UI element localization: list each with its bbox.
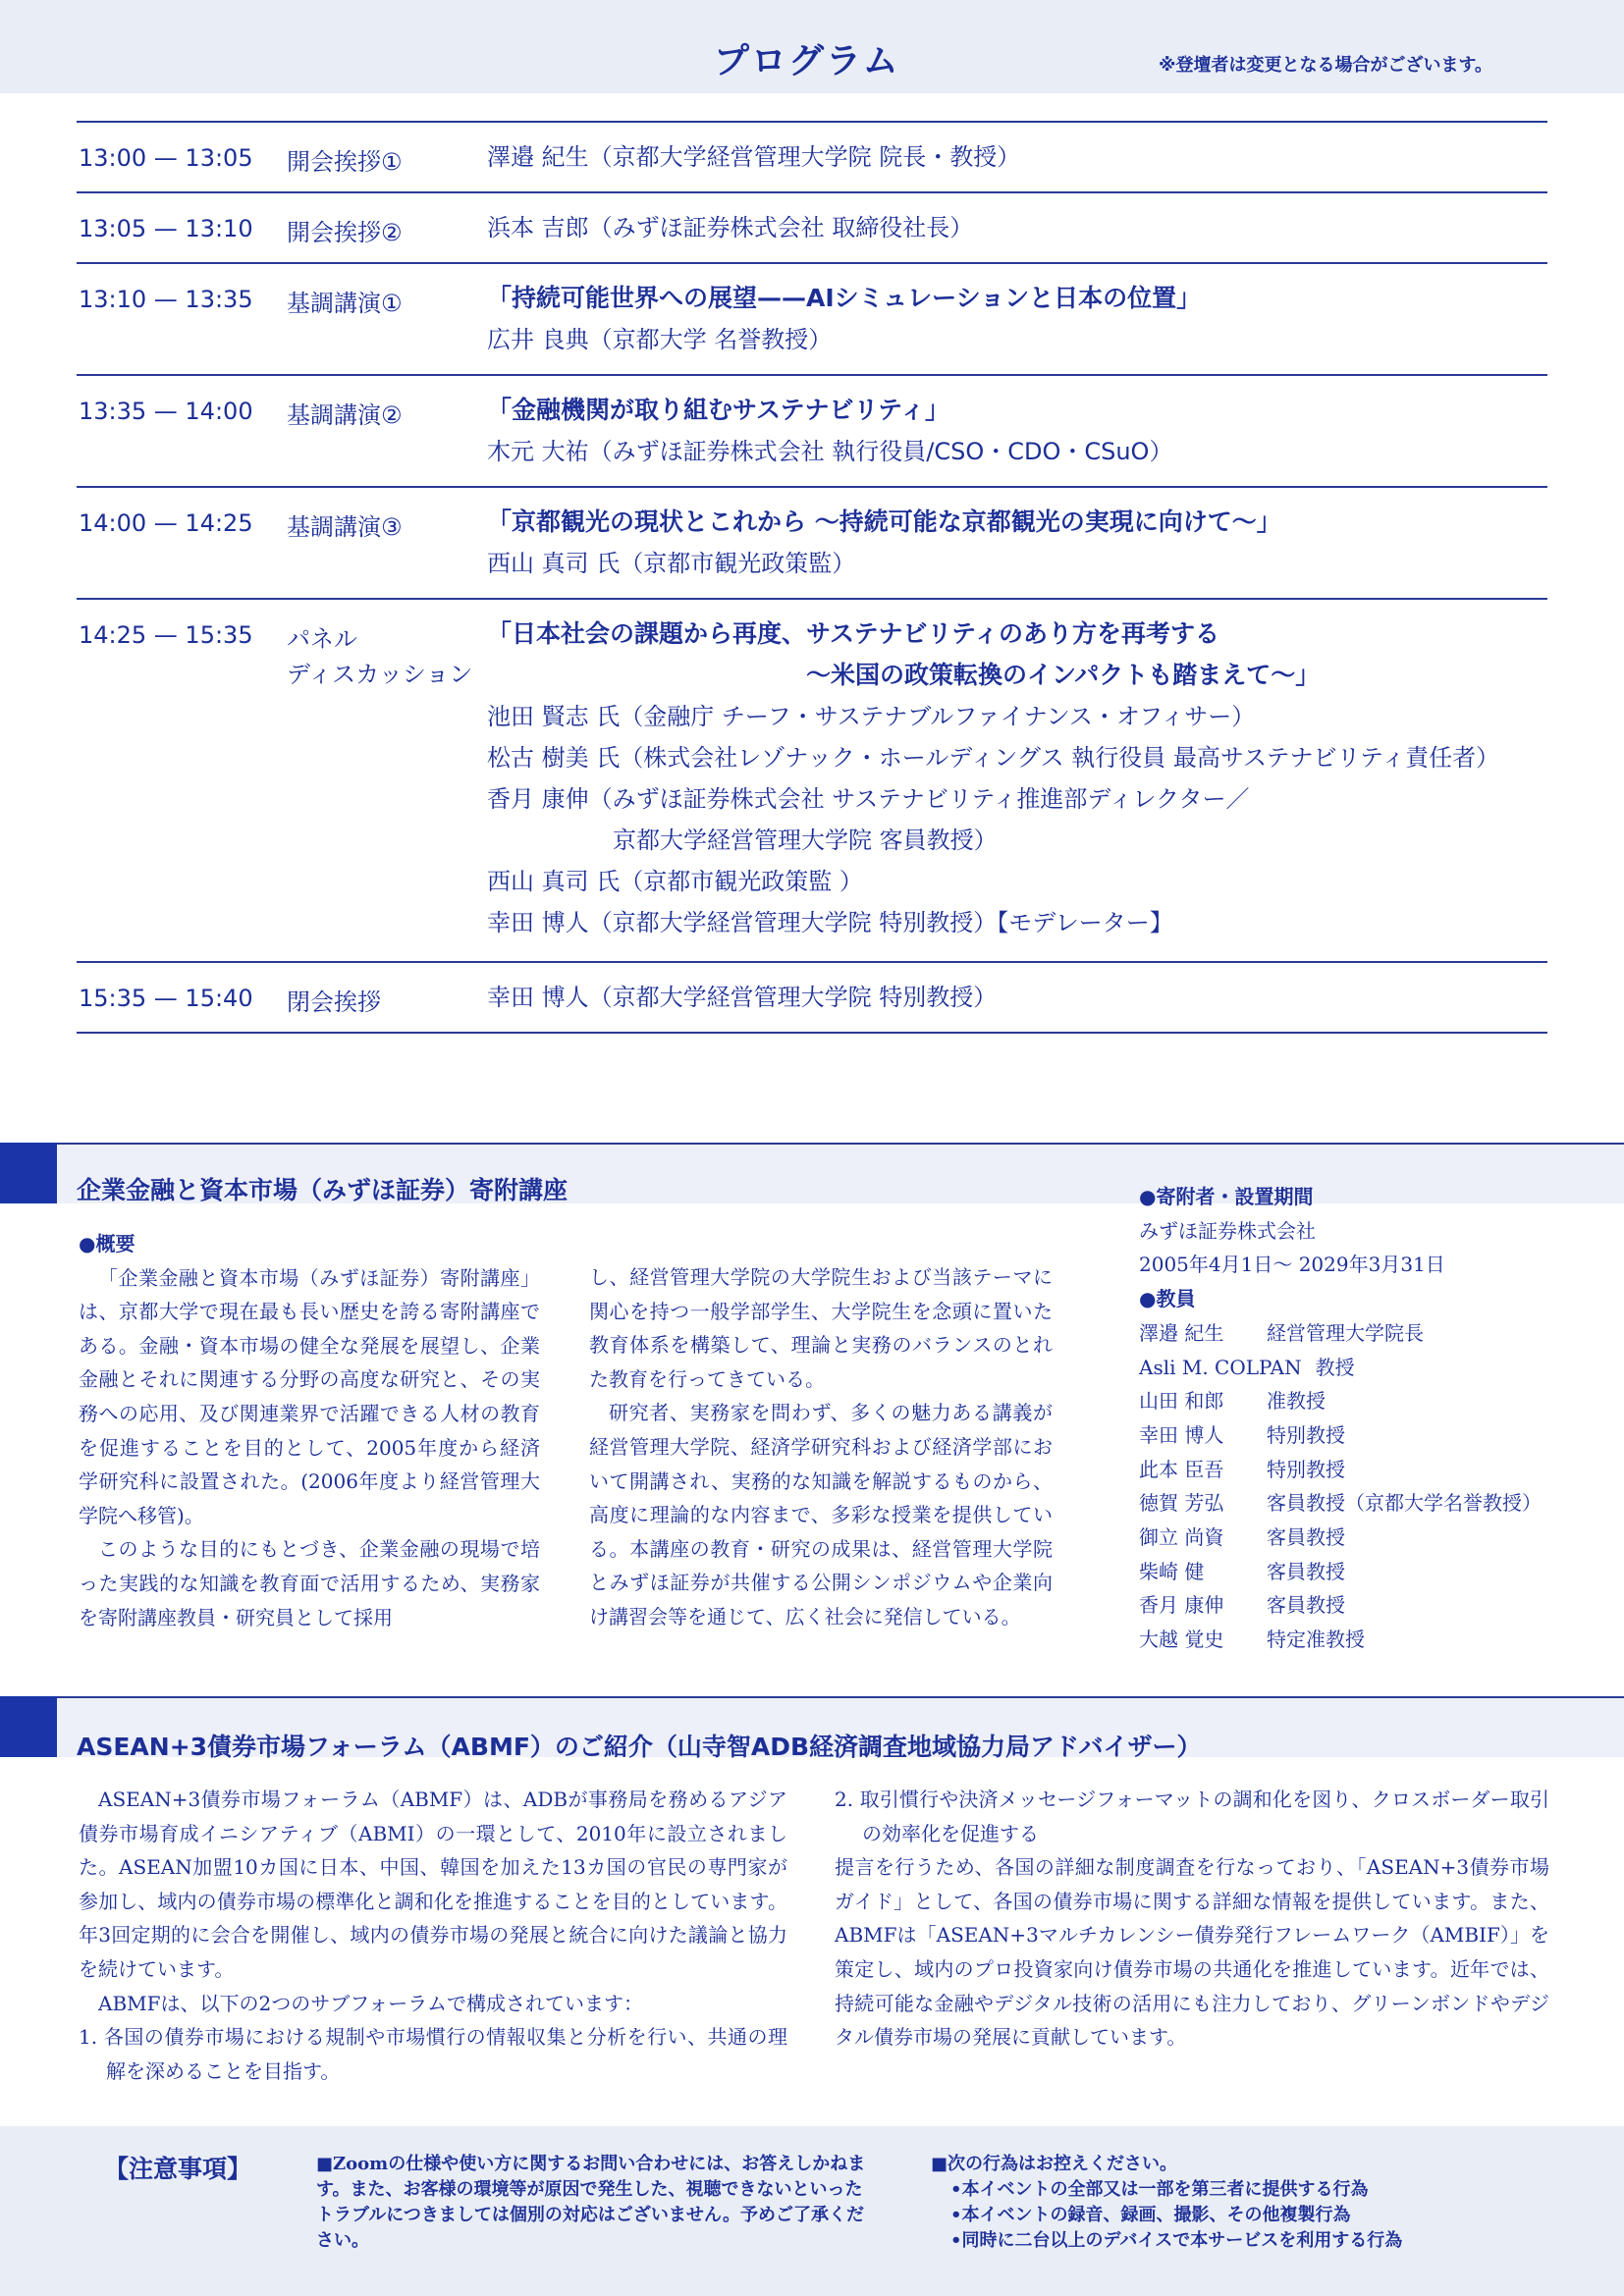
session-type-line: 基調講演② (287, 401, 403, 429)
staff-name: 澤邉 紀生 (1139, 1320, 1224, 1345)
session-title: 「京都観光の現状とこれから ～持続可能な京都観光の実現に向けて～」 (487, 507, 1281, 536)
endowed-section-marker (0, 1143, 57, 1203)
speaker-line: 幸田 博人（京都大学経営管理大学院 特別教授） (487, 984, 998, 1011)
speaker-line: 澤邉 紀生（京都大学経営管理大学院 院長・教授） (487, 143, 1021, 171)
program-session-type (287, 985, 381, 1020)
speaker-line: 西山 真司 氏（京都市観光政策監 ） (487, 868, 863, 895)
session-type-line: 開会挨拶② (287, 219, 403, 246)
staff-name: 此本 臣吾 (1139, 1457, 1224, 1481)
staff-role: 教授 (1315, 1355, 1355, 1379)
staff-entry (1139, 1623, 1542, 1657)
endowed-section-title: 企業金融と資本市場（みずほ証券）寄附講座 (77, 1176, 568, 1204)
staff-role: 客員教授 (1267, 1559, 1345, 1583)
session-type-line: 基調講演① (287, 290, 403, 317)
notice-title: 【注意事項】 (104, 2155, 252, 2183)
abmf-paragraph: ASEAN+3債券市場フォーラム（ABMF）は、ADBが事務局を務めるアジア債券市場育成イニシアティブ（ABMI）の一環として、2010年に設立されました。ASEAN加盟10カ国に日本、中国、韓国を加えた13カ国の官民の専門家が参加し、域内の債券市場の標準化と調和化を推進することを目的としています。年3回定期的に会合を開催し、域内の債券市場の発展と統合に向けた議論と協力を続けています。 (79, 1788, 787, 1981)
abmf-column-right (835, 1783, 1549, 2055)
program-row (77, 264, 1547, 376)
speaker-change-note: ※登壇者は変更となる場合がございます。 (1159, 55, 1493, 76)
program-session-type (287, 286, 403, 321)
staff-name: 大越 覚史 (1139, 1628, 1224, 1652)
session-type-line: 開会挨拶① (287, 148, 403, 176)
donor-name: みずほ証券株式会社 (1139, 1218, 1316, 1243)
speaker-line: 西山 真司 氏（京都市観光政策監） (487, 550, 856, 577)
session-title: 「金融機関が取り組むサステナビリティ」 (487, 396, 950, 424)
staff-name: Asli M. COLPAN (1139, 1355, 1302, 1379)
staff-entry (1139, 1418, 1542, 1453)
staff-entry (1139, 1351, 1542, 1385)
staff-role: 特別教授 (1267, 1457, 1345, 1481)
staff-name: 香月 康伸 (1139, 1593, 1224, 1618)
program-session-type (287, 509, 403, 545)
abmf-column-left (79, 1783, 787, 2088)
program-row (77, 376, 1547, 488)
speaker-line: 香月 康伸（みずほ証券株式会社 サステナビリティ推進部ディレクター／ (487, 785, 1250, 813)
staff-entry (1139, 1453, 1542, 1487)
staff-name: 徳賀 芳弘 (1139, 1491, 1224, 1516)
program-session-type (287, 621, 472, 692)
program-content (487, 390, 1547, 472)
program-session-type (287, 398, 403, 433)
staff-entry (1139, 1588, 1542, 1623)
chair-period: 2005年4月1日～ 2029年3月31日 (1139, 1253, 1445, 1277)
staff-role: 特別教授 (1267, 1422, 1345, 1447)
endowed-column-1 (79, 1227, 540, 1634)
staff-role: 准教授 (1267, 1389, 1326, 1414)
abmf-paragraph: 提言を行うため、各国の詳細な制度調査を行なっており、「ASEAN+3債券市場ガイド」として、各国の債券市場に関する詳細な情報を提供しています。また、ABMFは「ASEAN+3マルチカレンシー債券発行フレームワーク（AMBIF）」を策定し、域内のプロ投資家向け債券市場の共通化を推進しています。近年では、持続可能な金融やデジタル技術の活用にも注力しており、グリーンボンドやデジタル債券市場の発展に貢献しています。 (835, 1855, 1549, 2050)
staff-role: 客員教授 (1267, 1593, 1345, 1618)
overview-paragraph: 「企業金融と資本市場（みずほ証券）寄附講座」は、京都大学で現在最も長い歴史を誇る寄附講座である。金融・資本市場の健全な発展を展望し、企業金融とそれに関連する分野の高度な研究と、その実務への応用、及び関連業界で活躍できる人材の教育を促進することを目的として、2005年度から経済学研究科に設置された。(2006年度より経営管理大学院へ移管)。 (79, 1265, 540, 1527)
prohibited-item: •同時に二台以上のデバイスで本サービスを利用する行為 (950, 2230, 1403, 2251)
abmf-paragraph: 1. 各国の債券市場における規制や市場慣行の情報収集と分析を行い、共通の理解を深めることを目指す。 (79, 2025, 787, 2083)
session-type-line: ディスカッション (287, 661, 473, 688)
abmf-section-marker (0, 1696, 57, 1757)
staff-entry (1139, 1486, 1542, 1521)
program-time: 15:35 — 15:40 (79, 985, 253, 1012)
staff-name: 山田 和郎 (1139, 1389, 1224, 1414)
speaker-line: 松古 樹美 氏（株式会社レゾナック・ホールディングス 執行役員 最高サステナビリティ責任者） (487, 744, 1500, 772)
prohibited-heading: ■次の行為はお控えください。 (931, 2154, 1178, 2174)
program-table (77, 121, 1547, 1034)
endowed-column-2 (589, 1260, 1053, 1634)
donor-heading: ●寄附者・設置期間 (1139, 1185, 1314, 1208)
program-row (77, 123, 1547, 193)
abmf-section-title: ASEAN+3債券市場フォーラム（ABMF）のご紹介（山寺智ADB経済調査地域協力局アドバイザー） (77, 1733, 1202, 1761)
program-content (487, 136, 1547, 178)
session-type-line: パネル (287, 625, 357, 653)
staff-entry (1139, 1521, 1542, 1555)
program-time: 13:10 — 13:35 (79, 286, 253, 313)
speaker-line: 幸田 博人（京都大学経営管理大学院 特別教授）【モデレーター】 (487, 909, 1173, 936)
program-content (487, 278, 1547, 360)
abmf-paragraph: ABMFは、以下の2つのサブフォーラムで構成されています： (98, 1991, 644, 2015)
prohibited-item: •本イベントの録音、録画、撮影、その他複製行為 (950, 2205, 1351, 2225)
staff-name: 御立 尚資 (1139, 1525, 1224, 1550)
staff-role: 経営管理大学院長 (1267, 1320, 1424, 1345)
program-time: 13:05 — 13:10 (79, 215, 253, 242)
speaker-line: 広井 良典（京都大学 名誉教授） (487, 326, 833, 353)
endowed-info (1139, 1180, 1542, 1657)
program-session-type (287, 215, 403, 250)
prohibited-item: •本イベントの全部又は一部を第三者に提供する行為 (950, 2179, 1369, 2200)
notice-zoom (316, 2152, 866, 2254)
speaker-line: 京都大学経営管理大学院 客員教授） (613, 827, 998, 854)
session-title: 「日本社会の課題から再度、サステナビリティのあり方を再考する (487, 619, 1220, 648)
notice-prohibited (931, 2152, 1540, 2254)
staff-entry (1139, 1555, 1542, 1589)
program-row (77, 488, 1547, 600)
staff-entry (1139, 1316, 1542, 1351)
program-time: 13:35 — 14:00 (79, 398, 253, 425)
staff-role: 特定准教授 (1267, 1628, 1365, 1652)
notice-zoom-text: ■Zoomの仕様や使い方に関するお問い合わせには、お答えしかねます。また、お客様の環境等が原因で発生した、視聴できないといったトラブルにつきましては個別の対応はございません。予めご了承ください。 (316, 2154, 866, 2251)
abmf-paragraph: 2. 取引慣行や決済メッセージフォーマットの調和化を図り、クロスボーダー取引の効率化を促進する (835, 1788, 1549, 1845)
speaker-line: 木元 大祐（みずほ証券株式会社 執行役員/CSO・CDO・CSuO） (487, 438, 1173, 465)
speaker-line: 浜本 吉郎（みずほ証券株式会社 取締役社長） (487, 214, 974, 241)
staff-name: 幸田 博人 (1139, 1422, 1224, 1447)
overview-paragraph: し、経営管理大学院の大学院生および当該テーマに関心を持つ一般学部学生、大学院生を念頭に置いた教育体系を構築して、理論と実務のバランスのとれた教育を行ってきている。 (589, 1265, 1053, 1391)
program-time: 14:00 — 14:25 (79, 509, 253, 537)
program-time: 14:25 — 15:35 (79, 621, 253, 649)
overview-heading: ●概要 (79, 1232, 135, 1255)
session-type-line: 基調講演③ (287, 513, 403, 541)
session-title: 「持続可能世界への展望——AIシミュレーションと日本の位置」 (487, 284, 1202, 312)
program-time: 13:00 — 13:05 (79, 144, 253, 172)
staff-role: 客員教授 (1267, 1525, 1345, 1550)
program-content (487, 614, 1547, 943)
speaker-line: 池田 賢志 氏（金融庁 チーフ・サステナブルファイナンス・オフィサー） (487, 703, 1256, 730)
program-row (77, 600, 1547, 963)
staff-entry (1139, 1384, 1542, 1418)
program-content (487, 977, 1547, 1018)
staff-role: 客員教授（京都大学名誉教授） (1267, 1491, 1542, 1516)
staff-heading: ●教員 (1139, 1287, 1196, 1311)
program-content (487, 502, 1547, 584)
program-row (77, 193, 1547, 264)
program-content (487, 207, 1547, 248)
program-session-type (287, 144, 403, 180)
session-type-line: 閉会挨拶 (287, 988, 381, 1016)
program-title: プログラム (714, 41, 900, 81)
staff-name: 柴崎 健 (1139, 1559, 1205, 1583)
overview-paragraph: このような目的にもとづき、企業金融の現場で培った実践的な知識を教育面で活用するため、実務家を寄附講座教員・研究員として採用 (79, 1537, 540, 1629)
staff-list (1139, 1316, 1542, 1657)
session-title: ～米国の政策転換のインパクトも踏まえて～」 (806, 661, 1321, 689)
overview-paragraph: 研究者、実務家を問わず、多くの魅力ある講義が経営管理大学院、経済学研究科および経済学部において開講され、実務的な知識を解説するものから、高度に理論的な内容まで、多彩な授業を提供している。本講座の教育・研究の成果は、経営管理大学院とみずほ証券が共催する公開シンポジウムや企業向け講習会等を通じて、広く社会に発信している。 (589, 1401, 1053, 1629)
program-row (77, 963, 1547, 1034)
